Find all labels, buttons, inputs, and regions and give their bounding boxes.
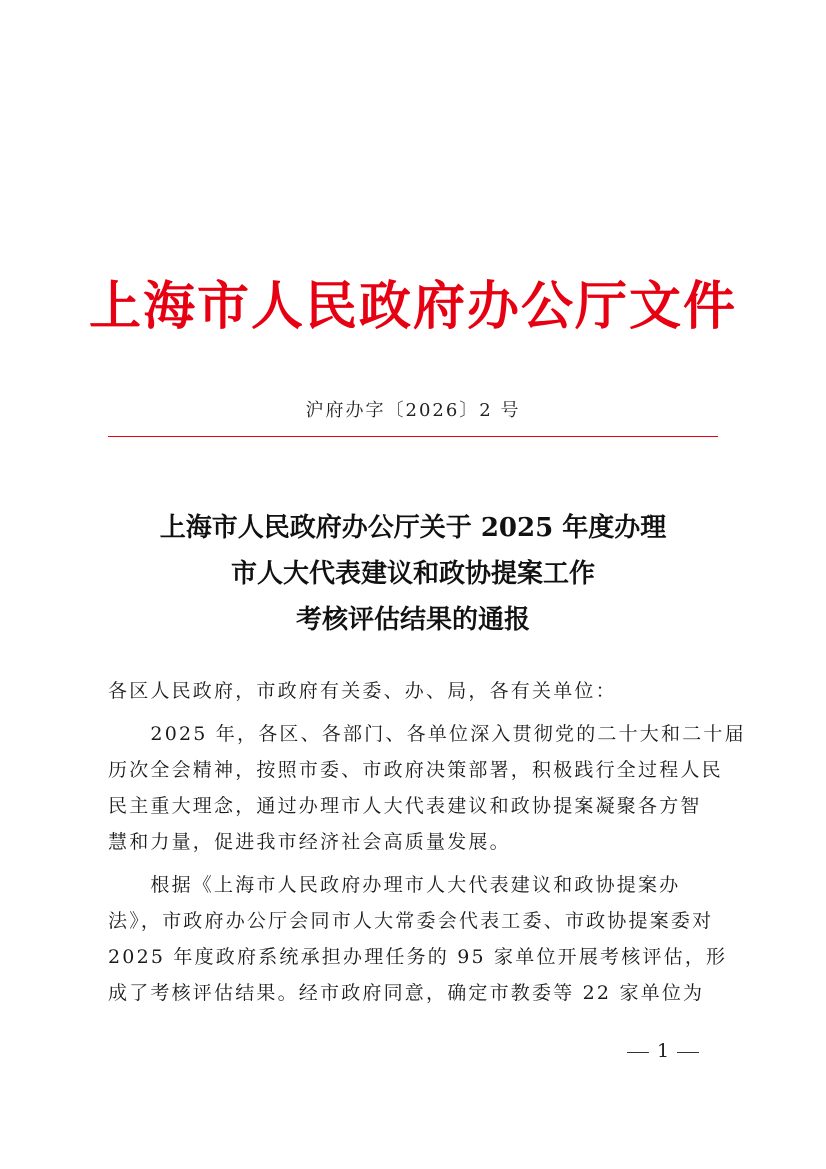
dash-decoration (627, 1052, 649, 1053)
notice-title (60, 505, 766, 643)
paragraph-gap (108, 709, 720, 716)
notice-title-line: 市人大代表建议和政协提案工作 (230, 559, 595, 589)
paragraph (108, 716, 746, 860)
paragraph-line: 慧和力量，促进我市经济社会高质量发展。 (108, 831, 511, 853)
paragraph-line: 民主重大理念，通过办理市人大代表建议和政协提案凝聚各方智 (108, 795, 702, 817)
paragraph-line: 根据《上海市人民政府办理市人大代表建议和政协提案办 (108, 874, 681, 896)
paragraph-line: 2025 年度政府系统承担办理任务的 95 家单位开展考核评估，形 (108, 946, 728, 968)
paragraph-line: 2025 年，各区、各部门、各单位深入贯彻党的二十大和二十届 (108, 723, 746, 745)
paragraph-line: 历次全会精神，按照市委、市政府决策部署，积极践行全过程人民 (108, 759, 723, 781)
paragraph (108, 867, 728, 1011)
issuing-office-header: 上海市人民政府办公厅文件 (88, 276, 737, 337)
paragraph-line: 法》，市政府办公厅会同市人大常委会代表工委、市政协提案委对 (108, 910, 714, 932)
document-body (108, 673, 746, 1011)
salutation: 各区人民政府，市政府有关委、办、局，各有关单位： (108, 680, 617, 702)
red-separator-line (108, 436, 718, 437)
page-number (618, 1038, 708, 1064)
paragraph-line: 成了考核评估结果。经市政府同意，确定市教委等 22 家单位为 (108, 982, 705, 1004)
paragraph-gap (108, 860, 720, 867)
page-number-value: 1 (656, 1040, 670, 1062)
dash-decoration (677, 1052, 699, 1053)
notice-title-line: 上海市人民政府办公厅关于 2025 年度办理 (159, 513, 667, 543)
document-number: 沪府办字〔2026〕2 号 (305, 400, 521, 421)
notice-title-line: 考核评估结果的通报 (295, 605, 530, 635)
